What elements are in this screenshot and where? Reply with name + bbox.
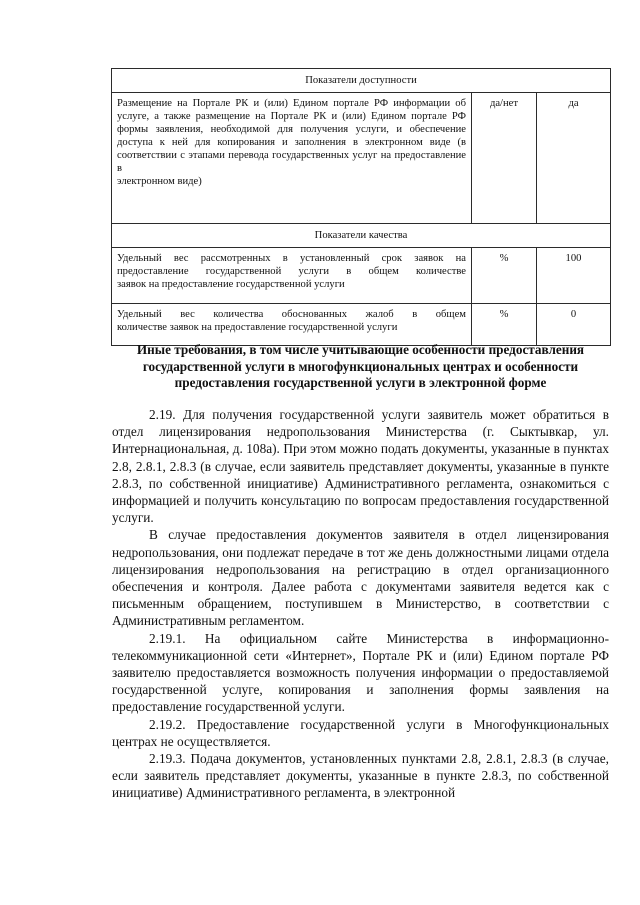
table-row (112, 93, 611, 224)
indicator-unit: % (472, 248, 537, 304)
paragraph-2-19-1: 2.19.1. На официальном сайте Министерства в информационно-телекоммуникационной сети «Интернет», Портале РК и (или) Едином портале РФ заявителю предоставляется возможность получения информации о предоставляемой государственной услуге, копирования и заполнения формы заявления на предоставление государственной услуги. (112, 630, 609, 715)
indicator-description (112, 93, 472, 224)
body-text (112, 406, 609, 802)
indicator-description-tail: заявок на предоставление государственной услуги (117, 279, 345, 290)
paragraph-2-19-2: 2.19.2. Предоставление государственной услуги в Многофункциональных центрах не осуществляется. (112, 716, 609, 749)
indicator-description-tail: электронном виде) (117, 176, 202, 187)
table-section-row (112, 224, 611, 248)
section-heading: Иные требования, в том числе учитывающие особенности предоставления государственной услуги в многофункциональных центрах и особенности предоставления государственной услуги в электронной форме (136, 342, 585, 390)
indicator-description-text: Удельный вес рассмотренных в установленный срок заявок на предоставление государственной услуги в общем количестве (117, 253, 466, 277)
indicator-value: да (537, 93, 611, 224)
indicator-unit: да/нет (472, 93, 537, 224)
paragraph-2-19-3: 2.19.3. Подача документов, установленных пунктами 2.8, 2.8.1, 2.8.3 (в случае, если заявитель представляет документы, указанные в пункте 2.8.3, по собственной инициативе) Административного регламента, в электронной (112, 751, 609, 801)
table-row (112, 304, 611, 346)
indicator-description-tail: количестве заявок на предоставление государственной услуги (117, 322, 398, 333)
indicator-description (112, 304, 472, 346)
table-row (112, 248, 611, 304)
section-title-accessibility: Показатели доступности (112, 69, 611, 93)
indicator-description-text: Размещение на Портале РК и (или) Едином портале РФ информации об услуге, а также размещение на Портале РК и (или) Едином портале РФ формы заявления, необходимой для получения услуги, и обеспечение доступа к ней для копирования и заполнения в электронном виде (в соответствии с этапами перевода государственных услуг на предоставление в (117, 98, 466, 174)
indicator-value: 0 (537, 304, 611, 346)
indicator-unit: % (472, 304, 537, 346)
indicator-description-text: Удельный вес количества обоснованных жалоб в общем (117, 309, 466, 320)
indicator-description (112, 248, 472, 304)
paragraph-2-19: 2.19. Для получения государственной услуги заявитель может обратиться в отдел лицензирования недропользования Министерства (г. Сыктывкар, ул. Интернациональная, д. 108а). При этом можно подать документы, указанные в пунктах 2.8, 2.8.1, 2.8.3 (в случае, если заявитель представляет документы, указанные в пункте 2.8.3, по собственной инициативе) Административного регламента, ознакомиться с информацией и получить консультацию по вопросам предоставления государственной услуги. (112, 407, 609, 526)
indicators-table (111, 68, 611, 346)
table-section-row (112, 69, 611, 93)
paragraph-applicant-documents: В случае предоставления документов заявителя в отдел лицензирования недропользования, они подлежат передаче в тот же день должностными лицами отдела лицензирования недропользования на регистрацию в отдел организационного обеспечения и контроля. Далее работа с документами заявителя ведется как с письменным обращением, поступившем в Министерство, в соответствии с Административным регламентом. (112, 527, 609, 629)
section-title-quality: Показатели качества (112, 224, 611, 248)
indicator-value: 100 (537, 248, 611, 304)
